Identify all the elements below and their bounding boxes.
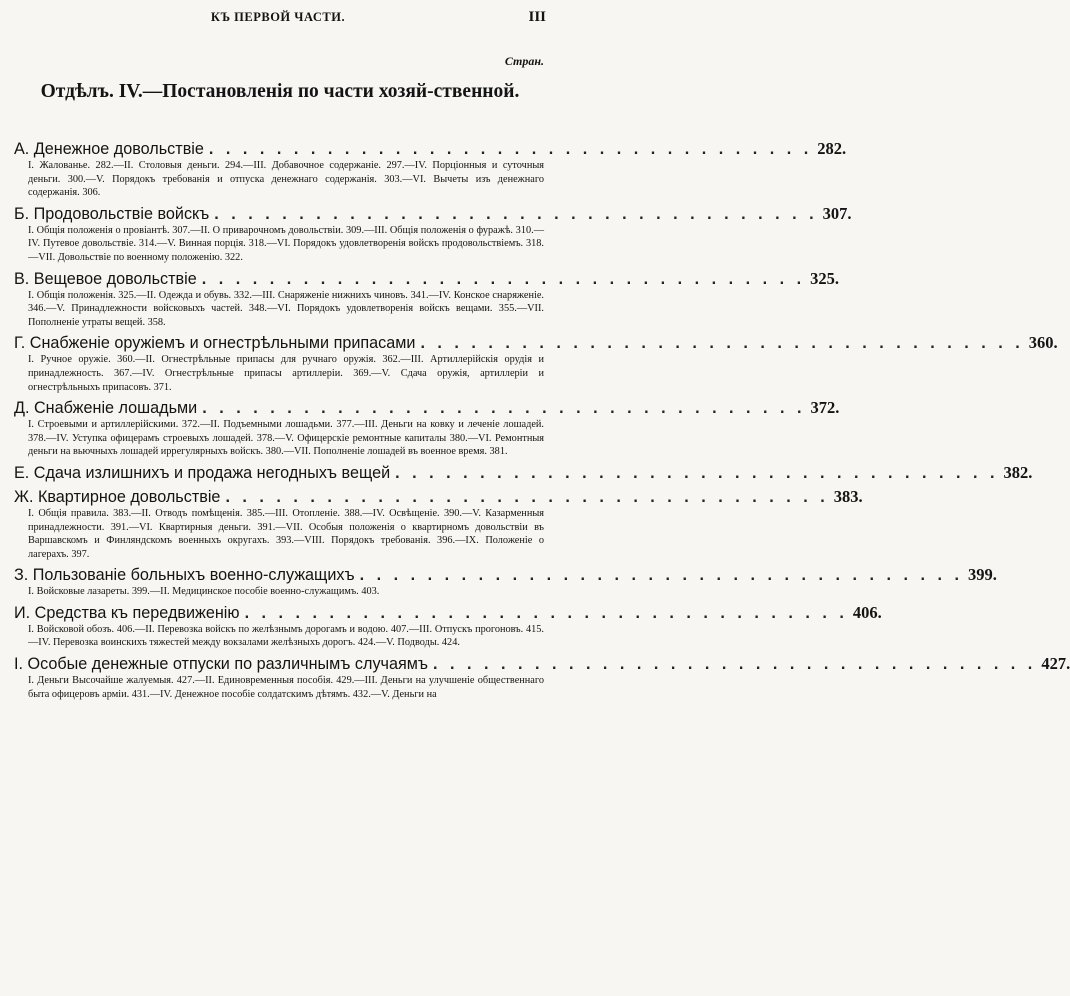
toc-entry-title: Б. Продовольствіе войскъ [14, 204, 210, 223]
toc-entry [14, 654, 1070, 701]
toc-entry-heading [14, 139, 847, 159]
dot-leader: . . . . . . . . . . . . . . . . . . . . . . . . . . . . . . . . . . . . [359, 566, 963, 585]
dot-leader: . . . . . . . . . . . . . . . . . . . . . . . . . . . . . . . . . . . . [201, 269, 806, 288]
toc-entry [14, 268, 839, 330]
toc-entry-heading [14, 486, 863, 507]
toc-entry-page: 382. [1003, 462, 1033, 482]
toc-entry [14, 602, 882, 650]
toc-entry-title: Е. Сдача излишнихъ и продажа негодныхъ вещей [14, 463, 391, 482]
dot-leader: . . . . . . . . . . . . . . . . . . . . . . . . . . . . . . . . . . . . [202, 399, 806, 418]
toc-entry-heading [14, 268, 839, 289]
toc-entry-subsections: I. Общія правила. 383.—II. Отводъ помѣщенія. 385.—III. Отопленіе. 388.—IV. Освѣщеніе. 390.—V. Казарменныя принадлежности. 391.—VI. Квартирныя деньги. 391.—VII. Особыя положенія о квартирномъ довольствіи въ Варшавскомъ и Финляндскомъ военныхъ округахъ. 393.—VIII. Порядокъ требованія. 396.—IX. Положеніе о лагерахъ. 397. [28, 507, 544, 560]
toc-entry-heading [14, 602, 882, 623]
running-title: КЪ ПЕРВОЙ ЧАСТИ. [210, 10, 346, 24]
toc-entry-subsections: I. Жалованье. 282.—II. Столовыя деньги. 294.—III. Добавочное содержаніе. 297.—IV. Порціонныя и суточныя деньги. 300.—V. Порядокъ требованія и отпуска денежнаго содержанія. 303.—VI. Вычеты изъ денежнаго содержанія. 306. [28, 160, 544, 199]
toc-entry-subsections: I. Деньги Высочайше жалуемыя. 427.—II. Единовременныя пособія. 429.—III. Деньги на улучшеніе общественнаго быта офицеровъ арміи. 431.—IV. Денежное пособіе солдатскимъ дѣтямъ. 432.—V. Деньги на [28, 675, 544, 700]
toc-entry-subsections: I. Ручное оружіе. 360.—II. Огнестрѣльные припасы для ручнаго оружія. 362.—III. Артиллерійскія орудія и принадлежность. 367.—IV. Огнестрѣльные припасы артиллеріи. 369.—V. Сдача оружія, артиллеріи и огнестрѣльныхъ припасовъ. 371. [28, 354, 544, 393]
toc-entry-heading [14, 203, 852, 224]
toc-entry-title: Г. Снабженіе оружіемъ и огнестрѣльными припасами [14, 334, 416, 353]
page-column-label: Стран. [504, 54, 544, 68]
toc-entry-heading [14, 654, 1070, 674]
toc-entry [14, 398, 840, 459]
toc-entry-page: 399. [967, 565, 997, 585]
toc-entry-title: А. Денежное довольствіе [14, 140, 204, 158]
toc-entry-title: З. Пользованіе больныхъ военно-служащихъ [14, 566, 355, 585]
dot-leader: . . . . . . . . . . . . . . . . . . . . . . . . . . . . . . . . . . . . [208, 140, 813, 158]
dot-leader: . . . . . . . . . . . . . . . . . . . . . . . . . . . . . . . . . . . . [395, 463, 999, 482]
toc-entry-page: 307. [822, 203, 852, 223]
table-of-contents [14, 139, 1070, 705]
toc-entry-title: И. Средства къ передвиженію [14, 603, 240, 622]
toc-entry [14, 203, 852, 265]
toc-entry-page: 372. [810, 398, 840, 418]
toc-entry-title: Ж. Квартирное довольствіе [14, 487, 221, 506]
toc-entry [14, 486, 863, 561]
page-number: III [528, 9, 546, 25]
dot-leader: . . . . . . . . . . . . . . . . . . . . . . . . . . . . . . . . . . . . [225, 487, 829, 506]
dot-leader: . . . . . . . . . . . . . . . . . . . . . . . . . . . . . . . . . . . . [432, 655, 1037, 674]
toc-entry-heading [14, 398, 840, 418]
toc-entry-page: 383. [833, 486, 863, 506]
toc-entry-subsections: I. Общія положенія. 325.—II. Одежда и обувь. 332.—III. Снаряженіе нижнихъ чиновъ. 341.—IV. Конское снаряженіе. 346.—V. Принадлежности войсковыхъ частей. 348.—VI. Порядокъ удовлетворенія войскъ вещами. 355.—VII. Пополненіе утраты вещей. 358. [28, 289, 544, 328]
dot-leader: . . . . . . . . . . . . . . . . . . . . . . . . . . . . . . . . . . . . [214, 204, 818, 223]
toc-entry-page: 325. [810, 268, 839, 288]
toc-entry-subsections: I. Войсковой обозъ. 406.—II. Перевозка войскъ по желѣзнымъ дорогамъ и водою. 407.—III. Отпускъ прогоновъ. 415.—IV. Перевозка воинскихъ тяжестей между вокзалами желѣзныхъ дорогъ. 424.—V. Подводы. 424. [28, 623, 544, 649]
toc-entry [14, 333, 1058, 394]
toc-entry [14, 565, 997, 599]
toc-entry [14, 139, 847, 200]
toc-entry-subsections: I. Строевыми и артиллерійскими. 372.—II. Подъемными лошадьми. 377.—III. Деньги на ковку и леченіе лошадей. 378.—IV. Уступка офицерамъ строевыхъ лошадей. 378.—V. Офицерскіе ремонтные капиталы 380.—VI. Ремонтныя деньги на вьючныхъ лошадей иррегулярныхъ войскъ. 380.—VII. Пополненіе лошадей въ военное время. 381. [28, 419, 544, 458]
toc-entry-title: В. Вещевое довольствіе [14, 269, 197, 288]
dot-leader: . . . . . . . . . . . . . . . . . . . . . . . . . . . . . . . . . . . . [244, 603, 848, 622]
toc-entry-subsections: I. Войсковые лазареты. 399.—II. Медицинское пособіе военно-служащимъ. 403. [28, 586, 380, 598]
toc-entry-page: 360. [1028, 333, 1058, 353]
toc-entry-heading [14, 333, 1058, 353]
dot-leader: . . . . . . . . . . . . . . . . . . . . . . . . . . . . . . . . . . . . [420, 334, 1024, 353]
toc-entry-title: Д. Снабженіе лошадьми [14, 399, 198, 418]
toc-entry-title: І. Особые денежные отпуски по различнымъ случаямъ [14, 655, 428, 674]
toc-entry-page: 406. [852, 602, 882, 622]
toc-entry-heading [14, 462, 1033, 483]
toc-entry-page: 282. [817, 139, 847, 158]
toc-entry-subsections: I. Общія положенія о провіантѣ. 307.—II. О приварочномъ довольствіи. 309.—III. Общія положенія о фуражѣ. 310.—IV. Путевое довольствіе. 314.—V. Винная порція. 318.—VI. Порядокъ удовлетворенія войскъ продовольствіемъ. 318.—VII. Довольствіе по военному положенію. 322. [28, 224, 544, 263]
toc-entry-page: 427. [1041, 654, 1070, 674]
toc-entry [14, 462, 1033, 483]
toc-entry-heading [14, 565, 997, 585]
section-title: Отдѣлъ. IV.—Постановленія по части хозяй-ственной. [40, 81, 520, 102]
